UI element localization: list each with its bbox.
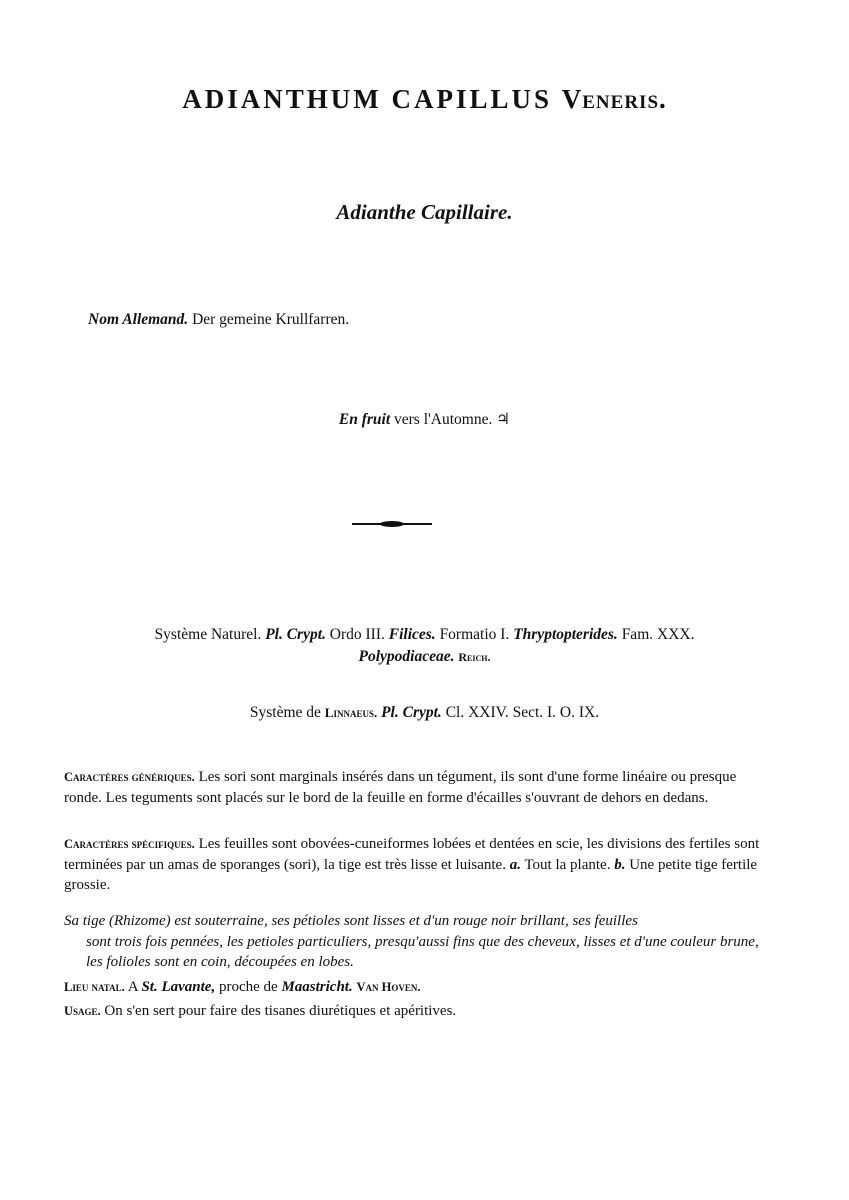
- french-name: Adianthe Capillaire.: [336, 200, 513, 224]
- german-name-line: [88, 311, 349, 329]
- linnaean-label: Système de: [249, 704, 321, 721]
- natural-system-family-name: Polypodiaceae.: [358, 648, 455, 665]
- generic-characters-text: Les sori sont marginals insérés dans un tégument, ils sont d'une forme linéaire ou presque ronde. Les teguments sont placés sur le bord de la feuille en forme d'écailles s'ouvrant de dehors en dedans.: [64, 769, 737, 806]
- perennial-symbol: ♃: [496, 411, 511, 428]
- fruit-label: En fruit: [338, 411, 391, 428]
- title-epithet: Veneris.: [561, 84, 667, 114]
- german-name-label: Nom Allemand.: [88, 311, 189, 328]
- natural-system-class: Pl. Crypt.: [265, 626, 326, 643]
- natural-system-formatio-name: Thryptopterides.: [513, 626, 618, 643]
- natural-system-label: Système Naturel.: [154, 626, 262, 643]
- natural-system-classification: [0, 624, 849, 668]
- ornament-divider: [352, 518, 432, 530]
- german-name-value: Der gemeine Krullfarren.: [192, 311, 350, 328]
- fruiting-season: [0, 410, 849, 429]
- description: [64, 911, 761, 973]
- habitat-city: Maastricht.: [281, 979, 353, 995]
- title-genus: ADIANTHUM: [182, 84, 382, 114]
- usage: [64, 1001, 761, 1022]
- natural-system-formatio: Formatio I.: [439, 626, 510, 643]
- habitat-place: St. Lavante,: [141, 979, 216, 995]
- description-first-line: Sa tige (Rhizome) est souterraine, ses pétioles sont lisses et d'un rouge noir brillant, ses feuilles: [64, 913, 638, 929]
- figure-b-text: Une petite tige fertile grossie.: [64, 856, 758, 893]
- natural-system-family: Fam. XXX.: [621, 626, 695, 643]
- natural-system-authority: Reich.: [458, 650, 491, 664]
- fruit-value: vers l'Automne.: [394, 411, 493, 428]
- linnaean-rest: Cl. XXIV. Sect. I. O. IX.: [445, 704, 600, 721]
- habitat-prefix: A: [127, 979, 138, 995]
- usage-label: Usage.: [64, 1004, 101, 1018]
- habitat-author: Van Hoven.: [356, 980, 421, 994]
- linnaean-classification: [0, 704, 849, 722]
- generic-characters-label: Caractères génériques.: [64, 770, 195, 784]
- usage-text: On s'en sert pour faire des tisanes diurétiques et apéritives.: [104, 1003, 457, 1019]
- linnaean-class: Pl. Crypt.: [381, 704, 442, 721]
- natural-system-ordo-name: Filices.: [388, 626, 436, 643]
- page-title: [0, 84, 849, 115]
- specific-characters-label: Caractères spécifiques.: [64, 837, 195, 851]
- title-species: CAPILLUS: [391, 84, 553, 114]
- linnaean-author: Linnaeus.: [324, 705, 378, 720]
- figure-a-marker: a.: [509, 856, 521, 873]
- habitat-near: proche de: [218, 979, 278, 995]
- native-habitat: [64, 977, 761, 998]
- specific-characters: [64, 834, 761, 896]
- figure-b-marker: b.: [614, 856, 626, 873]
- generic-characters: [64, 767, 761, 808]
- specific-characters-text: Les feuilles sont obovées-cuneiformes lobées et dentées en scie, les divisions des fertiles sont terminées par un amas de sporanges (sori), la tige est très lisse et luisante.: [64, 836, 760, 873]
- habitat-label: Lieu natal.: [64, 980, 125, 994]
- description-continuation: sont trois fois pennées, les petioles particuliers, presqu'aussi fins que des cheveux, lisses et d'une couleur brune, les folioles sont en coin, découpées en lobes.: [86, 933, 759, 970]
- figure-a-text: Tout la plante.: [524, 856, 611, 873]
- natural-system-ordo: Ordo III.: [329, 626, 385, 643]
